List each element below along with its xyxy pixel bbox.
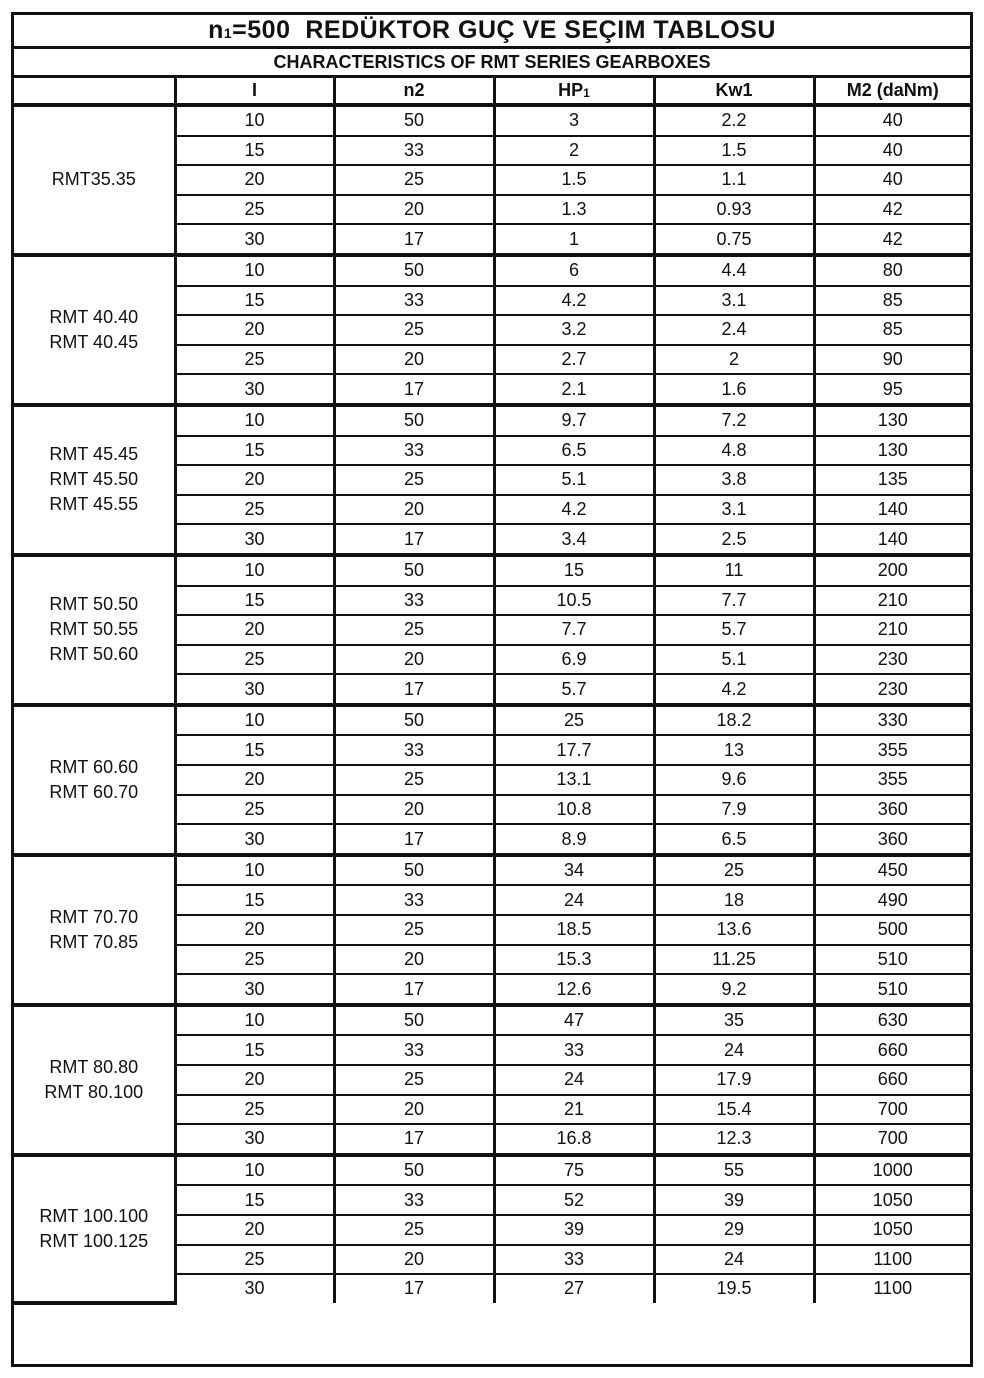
cell-n2: 33	[334, 586, 494, 616]
cell-hp: 15.3	[494, 945, 654, 975]
cell-m2: 1050	[814, 1185, 970, 1215]
cell-kw: 5.1	[654, 645, 814, 675]
cell-kw: 0.75	[654, 224, 814, 255]
cell-n2: 20	[334, 1245, 494, 1275]
cell-m2: 700	[814, 1124, 970, 1155]
cell-m2: 200	[814, 555, 970, 586]
cell-m2: 360	[814, 795, 970, 825]
cell-ratio: 10	[175, 855, 334, 886]
cell-ratio: 10	[175, 405, 334, 436]
cell-n2: 20	[334, 945, 494, 975]
cell-hp: 7.7	[494, 615, 654, 645]
model-name: RMT 100.125	[39, 1230, 149, 1251]
cell-ratio: 20	[175, 315, 334, 345]
cell-ratio: 15	[175, 136, 334, 166]
model-name: RMT 45.50	[49, 469, 139, 490]
model-name: RMT 60.60	[49, 756, 139, 777]
cell-ratio: 15	[175, 1035, 334, 1065]
cell-hp: 9.7	[494, 405, 654, 436]
cell-n2: 17	[334, 1124, 494, 1155]
cell-kw: 7.9	[654, 795, 814, 825]
title-prefix: n	[208, 16, 224, 44]
model-name: RMT 50.50	[49, 594, 139, 615]
cell-ratio: 30	[175, 374, 334, 405]
cell-hp: 1.3	[494, 195, 654, 225]
cell-m2: 40	[814, 165, 970, 195]
cell-n2: 50	[334, 855, 494, 886]
cell-n2: 20	[334, 345, 494, 375]
cell-kw: 11.25	[654, 945, 814, 975]
cell-hp: 2.7	[494, 345, 654, 375]
cell-kw: 24	[654, 1035, 814, 1065]
cell-ratio: 15	[175, 735, 334, 765]
page-title	[14, 15, 970, 49]
cell-ratio: 20	[175, 615, 334, 645]
cell-ratio: 10	[175, 555, 334, 586]
cell-n2: 33	[334, 885, 494, 915]
cell-n2: 17	[334, 224, 494, 255]
cell-hp: 5.1	[494, 465, 654, 495]
cell-n2: 33	[334, 436, 494, 466]
cell-hp: 16.8	[494, 1124, 654, 1155]
header-kw: Kw1	[654, 78, 814, 105]
cell-ratio: 20	[175, 765, 334, 795]
cell-hp: 75	[494, 1155, 654, 1186]
cell-m2: 85	[814, 286, 970, 316]
cell-m2: 40	[814, 105, 970, 136]
cell-ratio: 10	[175, 105, 334, 136]
cell-ratio: 25	[175, 495, 334, 525]
table-row	[14, 705, 970, 736]
cell-n2: 50	[334, 405, 494, 436]
cell-n2: 20	[334, 195, 494, 225]
cell-n2: 50	[334, 105, 494, 136]
cell-m2: 700	[814, 1095, 970, 1125]
cell-kw: 18	[654, 885, 814, 915]
cell-kw: 24	[654, 1245, 814, 1275]
cell-hp: 2	[494, 136, 654, 166]
table-row	[14, 855, 970, 886]
cell-kw: 7.7	[654, 586, 814, 616]
cell-hp: 6.9	[494, 645, 654, 675]
cell-ratio: 10	[175, 1005, 334, 1036]
cell-hp: 4.2	[494, 286, 654, 316]
cell-ratio: 30	[175, 674, 334, 705]
title-subscript: 1	[223, 24, 233, 41]
cell-n2: 25	[334, 765, 494, 795]
cell-n2: 20	[334, 795, 494, 825]
cell-n2: 25	[334, 915, 494, 945]
model-name: RMT 45.55	[49, 494, 139, 515]
cell-kw: 1.6	[654, 374, 814, 405]
cell-n2: 50	[334, 1005, 494, 1036]
gearbox-selection-sheet	[11, 12, 973, 1367]
header-row	[14, 78, 970, 105]
cell-n2: 33	[334, 286, 494, 316]
cell-n2: 17	[334, 524, 494, 555]
model-cell	[14, 705, 175, 855]
header-hp	[494, 78, 654, 105]
cell-n2: 25	[334, 1215, 494, 1245]
cell-hp: 34	[494, 855, 654, 886]
cell-kw: 2.5	[654, 524, 814, 555]
cell-m2: 355	[814, 765, 970, 795]
cell-kw: 19.5	[654, 1274, 814, 1303]
cell-ratio: 25	[175, 195, 334, 225]
cell-kw: 3.1	[654, 495, 814, 525]
cell-m2: 510	[814, 974, 970, 1005]
cell-m2: 42	[814, 224, 970, 255]
cell-kw: 2.2	[654, 105, 814, 136]
model-name: RMT 80.100	[44, 1081, 144, 1102]
cell-n2: 25	[334, 615, 494, 645]
cell-m2: 360	[814, 824, 970, 855]
cell-m2: 210	[814, 615, 970, 645]
cell-m2: 1100	[814, 1274, 970, 1303]
cell-kw: 4.2	[654, 674, 814, 705]
cell-kw: 29	[654, 1215, 814, 1245]
model-cell	[14, 255, 175, 405]
cell-ratio: 30	[175, 974, 334, 1005]
model-name: RMT 100.100	[39, 1205, 149, 1226]
cell-hp: 21	[494, 1095, 654, 1125]
model-name: RMT 40.40	[49, 306, 139, 327]
cell-ratio: 15	[175, 885, 334, 915]
header-m2: M2 (daNm)	[814, 78, 970, 105]
model-name: RMT 60.70	[49, 781, 139, 802]
cell-kw: 13.6	[654, 915, 814, 945]
cell-n2: 33	[334, 136, 494, 166]
cell-kw: 12.3	[654, 1124, 814, 1155]
header-hp-main: HP	[558, 80, 584, 100]
cell-n2: 25	[334, 165, 494, 195]
cell-n2: 17	[334, 1274, 494, 1303]
cell-m2: 210	[814, 586, 970, 616]
cell-ratio: 10	[175, 705, 334, 736]
cell-kw: 13	[654, 735, 814, 765]
cell-ratio: 30	[175, 824, 334, 855]
cell-m2: 140	[814, 495, 970, 525]
cell-m2: 355	[814, 735, 970, 765]
cell-n2: 25	[334, 465, 494, 495]
model-cell	[14, 405, 175, 555]
cell-hp: 12.6	[494, 974, 654, 1005]
cell-ratio: 25	[175, 945, 334, 975]
table-row	[14, 555, 970, 586]
cell-ratio: 25	[175, 345, 334, 375]
cell-hp: 52	[494, 1185, 654, 1215]
cell-ratio: 25	[175, 1095, 334, 1125]
cell-n2: 25	[334, 315, 494, 345]
cell-m2: 630	[814, 1005, 970, 1036]
cell-m2: 510	[814, 945, 970, 975]
cell-kw: 4.4	[654, 255, 814, 286]
model-name: RMT 70.85	[49, 931, 139, 952]
cell-m2: 1000	[814, 1155, 970, 1186]
title-rest: =500 REDÜKTOR GUÇ VE SEÇIM TABLOSU	[232, 16, 776, 44]
cell-ratio: 20	[175, 1215, 334, 1245]
cell-m2: 130	[814, 405, 970, 436]
table-row	[14, 405, 970, 436]
cell-n2: 20	[334, 645, 494, 675]
cell-hp: 24	[494, 1065, 654, 1095]
model-cell	[14, 855, 175, 1005]
cell-kw: 35	[654, 1005, 814, 1036]
cell-n2: 20	[334, 495, 494, 525]
cell-ratio: 25	[175, 795, 334, 825]
cell-hp: 33	[494, 1245, 654, 1275]
cell-m2: 490	[814, 885, 970, 915]
cell-hp: 18.5	[494, 915, 654, 945]
cell-kw: 6.5	[654, 824, 814, 855]
cell-kw: 3.1	[654, 286, 814, 316]
cell-hp: 4.2	[494, 495, 654, 525]
cell-hp: 13.1	[494, 765, 654, 795]
cell-n2: 50	[334, 1155, 494, 1186]
cell-kw: 39	[654, 1185, 814, 1215]
cell-hp: 10.5	[494, 586, 654, 616]
cell-kw: 9.6	[654, 765, 814, 795]
cell-m2: 1100	[814, 1245, 970, 1275]
cell-hp: 24	[494, 885, 654, 915]
cell-kw: 4.8	[654, 436, 814, 466]
cell-kw: 0.93	[654, 195, 814, 225]
cell-n2: 50	[334, 555, 494, 586]
cell-n2: 17	[334, 674, 494, 705]
cell-kw: 1.5	[654, 136, 814, 166]
cell-n2: 25	[334, 1065, 494, 1095]
cell-m2: 90	[814, 345, 970, 375]
cell-m2: 1050	[814, 1215, 970, 1245]
cell-hp: 5.7	[494, 674, 654, 705]
cell-ratio: 15	[175, 586, 334, 616]
cell-hp: 8.9	[494, 824, 654, 855]
table-row	[14, 1155, 970, 1186]
cell-m2: 85	[814, 315, 970, 345]
cell-n2: 17	[334, 824, 494, 855]
model-name: RMT 40.45	[49, 331, 139, 352]
cell-m2: 42	[814, 195, 970, 225]
cell-ratio: 10	[175, 255, 334, 286]
header-ratio: I	[175, 78, 334, 105]
cell-hp: 25	[494, 705, 654, 736]
cell-m2: 660	[814, 1065, 970, 1095]
header-n2: n2	[334, 78, 494, 105]
model-name: RMT 70.70	[49, 906, 139, 927]
cell-hp: 39	[494, 1215, 654, 1245]
cell-kw: 11	[654, 555, 814, 586]
cell-ratio: 20	[175, 1065, 334, 1095]
cell-ratio: 15	[175, 286, 334, 316]
model-name: RMT 50.60	[49, 644, 139, 665]
cell-ratio: 15	[175, 436, 334, 466]
cell-ratio: 30	[175, 1124, 334, 1155]
table-row	[14, 105, 970, 136]
cell-kw: 3.8	[654, 465, 814, 495]
cell-ratio: 30	[244, 1278, 265, 1299]
cell-kw: 17.9	[654, 1065, 814, 1095]
table-row	[14, 255, 970, 286]
cell-ratio: 10	[175, 1155, 334, 1186]
cell-m2: 40	[814, 136, 970, 166]
cell-hp: 1.5	[494, 165, 654, 195]
cell-m2: 130	[814, 436, 970, 466]
cell-n2: 50	[334, 705, 494, 736]
cell-hp: 3	[494, 105, 654, 136]
cell-ratio: 20	[175, 465, 334, 495]
cell-hp: 10.8	[494, 795, 654, 825]
cell-n2: 33	[334, 1035, 494, 1065]
cell-hp: 2.1	[494, 374, 654, 405]
cell-n2: 20	[334, 1095, 494, 1125]
table-row	[14, 1005, 970, 1036]
cell-ratio: 20	[175, 165, 334, 195]
cell-m2: 330	[814, 705, 970, 736]
cell-kw: 15.4	[654, 1095, 814, 1125]
table-body	[14, 105, 970, 1303]
cell-m2: 95	[814, 374, 970, 405]
header-hp-sub: 1	[583, 86, 590, 100]
cell-ratio: 15	[175, 1185, 334, 1215]
cell-kw: 18.2	[654, 705, 814, 736]
cell-kw: 2.4	[654, 315, 814, 345]
model-name: RMT 80.80	[49, 1056, 139, 1077]
gearbox-table	[14, 78, 970, 1305]
cell-m2: 135	[814, 465, 970, 495]
cell-ratio: 25	[175, 1245, 334, 1275]
page-subtitle: CHARACTERISTICS OF RMT SERIES GEARBOXES	[14, 49, 970, 78]
model-name: RMT 45.45	[49, 444, 139, 465]
cell-n2: 33	[334, 1185, 494, 1215]
cell-hp: 27	[494, 1274, 654, 1303]
model-cell	[14, 555, 175, 705]
cell-m2: 500	[814, 915, 970, 945]
cell-m2: 660	[814, 1035, 970, 1065]
cell-n2: 33	[334, 735, 494, 765]
cell-hp: 6.5	[494, 436, 654, 466]
cell-m2: 450	[814, 855, 970, 886]
cell-ratio: 25	[175, 645, 334, 675]
cell-n2: 17	[334, 974, 494, 1005]
model-cell	[14, 105, 175, 255]
cell-m2: 80	[814, 255, 970, 286]
cell-m2: 140	[814, 524, 970, 555]
cell-n2: 17	[334, 374, 494, 405]
cell-hp: 1	[494, 224, 654, 255]
cell-kw: 5.7	[654, 615, 814, 645]
cell-hp: 3.4	[494, 524, 654, 555]
cell-hp: 47	[494, 1005, 654, 1036]
cell-ratio: 30	[175, 524, 334, 555]
model-name: RMT 50.55	[49, 619, 139, 640]
cell-m2: 230	[814, 674, 970, 705]
cell-ratio: 20	[175, 915, 334, 945]
cell-kw: 2	[654, 345, 814, 375]
model-cell	[14, 1005, 175, 1155]
cell-ratio: 30	[175, 224, 334, 255]
cell-hp: 3.2	[494, 315, 654, 345]
cell-hp: 6	[494, 255, 654, 286]
cell-n2: 50	[334, 255, 494, 286]
cell-kw: 25	[654, 855, 814, 886]
model-name: RMT35.35	[51, 169, 136, 190]
cell-kw: 55	[654, 1155, 814, 1186]
cell-kw: 1.1	[654, 165, 814, 195]
cell-hp: 15	[494, 555, 654, 586]
cell-hp: 17.7	[494, 735, 654, 765]
cell-kw: 7.2	[654, 405, 814, 436]
cell-m2: 230	[814, 645, 970, 675]
header-model	[14, 78, 175, 105]
cell-hp: 33	[494, 1035, 654, 1065]
model-cell	[14, 1155, 175, 1303]
cell-kw: 9.2	[654, 974, 814, 1005]
